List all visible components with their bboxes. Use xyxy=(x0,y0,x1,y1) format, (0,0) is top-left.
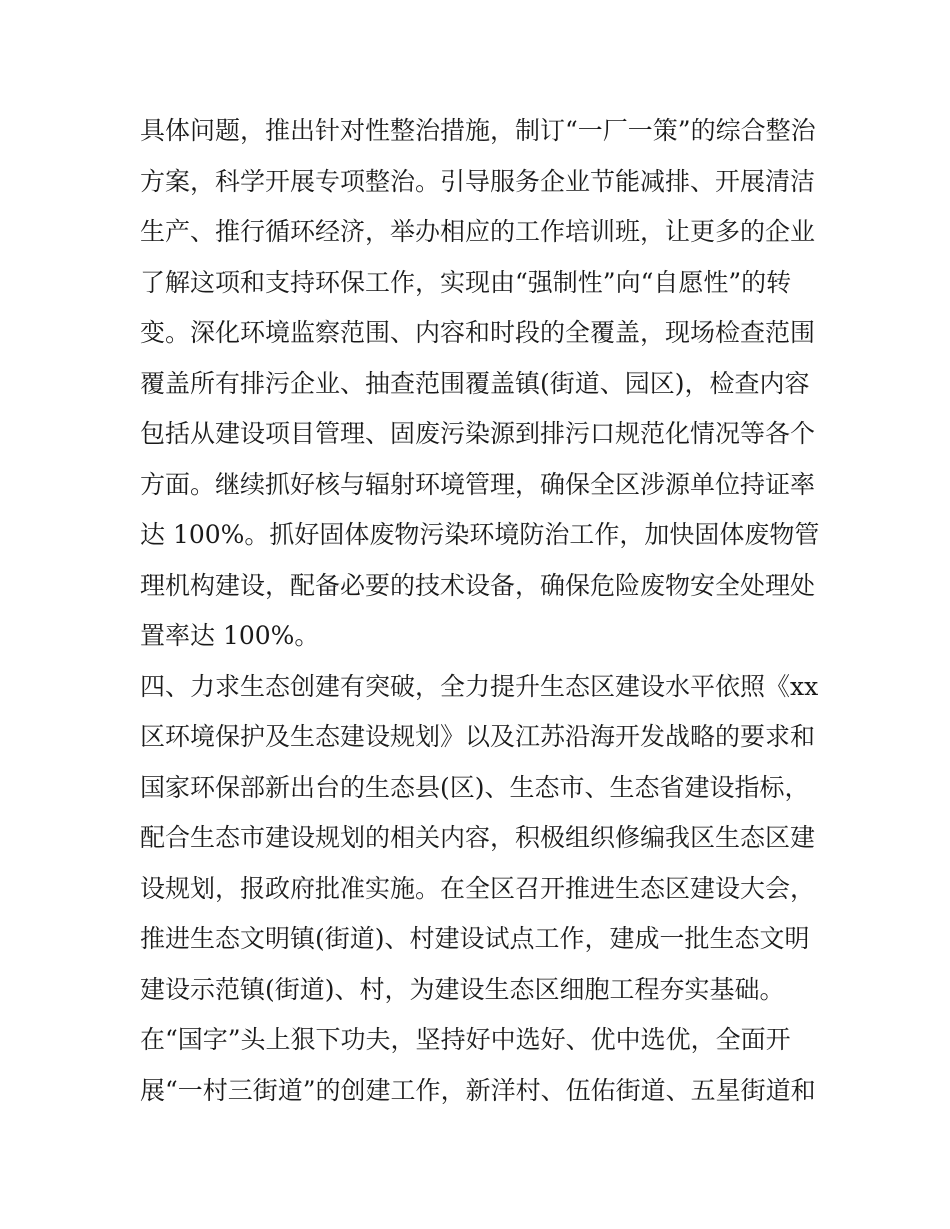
text-line: 国家环保部新出台的生态县(区)、生态市、生态省建设指标， xyxy=(140,772,810,802)
text-line: 达 100%。抓好固体废物污染环境防治工作，加快固体废物管 xyxy=(140,520,820,549)
text-line: 推进生态文明镇(街道)、村建设试点工作，建成一批生态文明 xyxy=(140,924,810,953)
text-line: 包括从建设项目管理、固废污染源到排污口规范化情况等各个 xyxy=(140,419,816,448)
text-line: 方面。继续抓好核与辐射环境管理，确保全区涉源单位持证率 xyxy=(140,469,816,499)
text-line: 覆盖所有排污企业、抽查范围覆盖镇(街道、园区)，检查内容 xyxy=(140,368,810,398)
text-line: 理机构建设，配备必要的技术设备，确保危险废物安全处理处 xyxy=(140,570,816,600)
text-line: 方案，科学开展专项整治。引导服务企业节能减排、开展清洁 xyxy=(140,166,816,196)
section-heading-line: 四、力求生态创建有突破，全力提升生态区建设水平依照《xx xyxy=(140,671,819,701)
text-line: 配合生态市建设规划的相关内容，积极组织修编我区生态区建 xyxy=(140,823,816,852)
text-line: 建设示范镇(街道)、村，为建设生态区细胞工程夯实基础。 xyxy=(140,974,785,1004)
text-line: 在“国字”头上狠下功夫，坚持好中选好、优中选优，全面开 xyxy=(140,1025,791,1054)
text-line: 展“一村三街道”的创建工作，新洋村、伍佑街道、五星街道和 xyxy=(140,1075,816,1105)
text-line: 生产、推行循环经济，举办相应的工作培训班，让更多的企业 xyxy=(140,217,816,246)
text-line: 区环境保护及生态建设规划》以及江苏沿海开发战略的要求和 xyxy=(140,722,816,751)
text-line: 变。深化环境监察范围、内容和时段的全覆盖，现场检查范围 xyxy=(140,318,816,347)
text-line: 具体问题，推出针对性整治措施，制订“一厂一策”的综合整治 xyxy=(140,116,816,145)
body-text xyxy=(140,106,820,1116)
text-line: 设规划，报政府批准实施。在全区召开推进生态区建设大会， xyxy=(140,873,816,903)
text-line: 置率达 100%。 xyxy=(140,621,320,650)
text-line: 了解这项和支持环保工作，实现由“强制性”向“自愿性”的转 xyxy=(140,267,792,297)
